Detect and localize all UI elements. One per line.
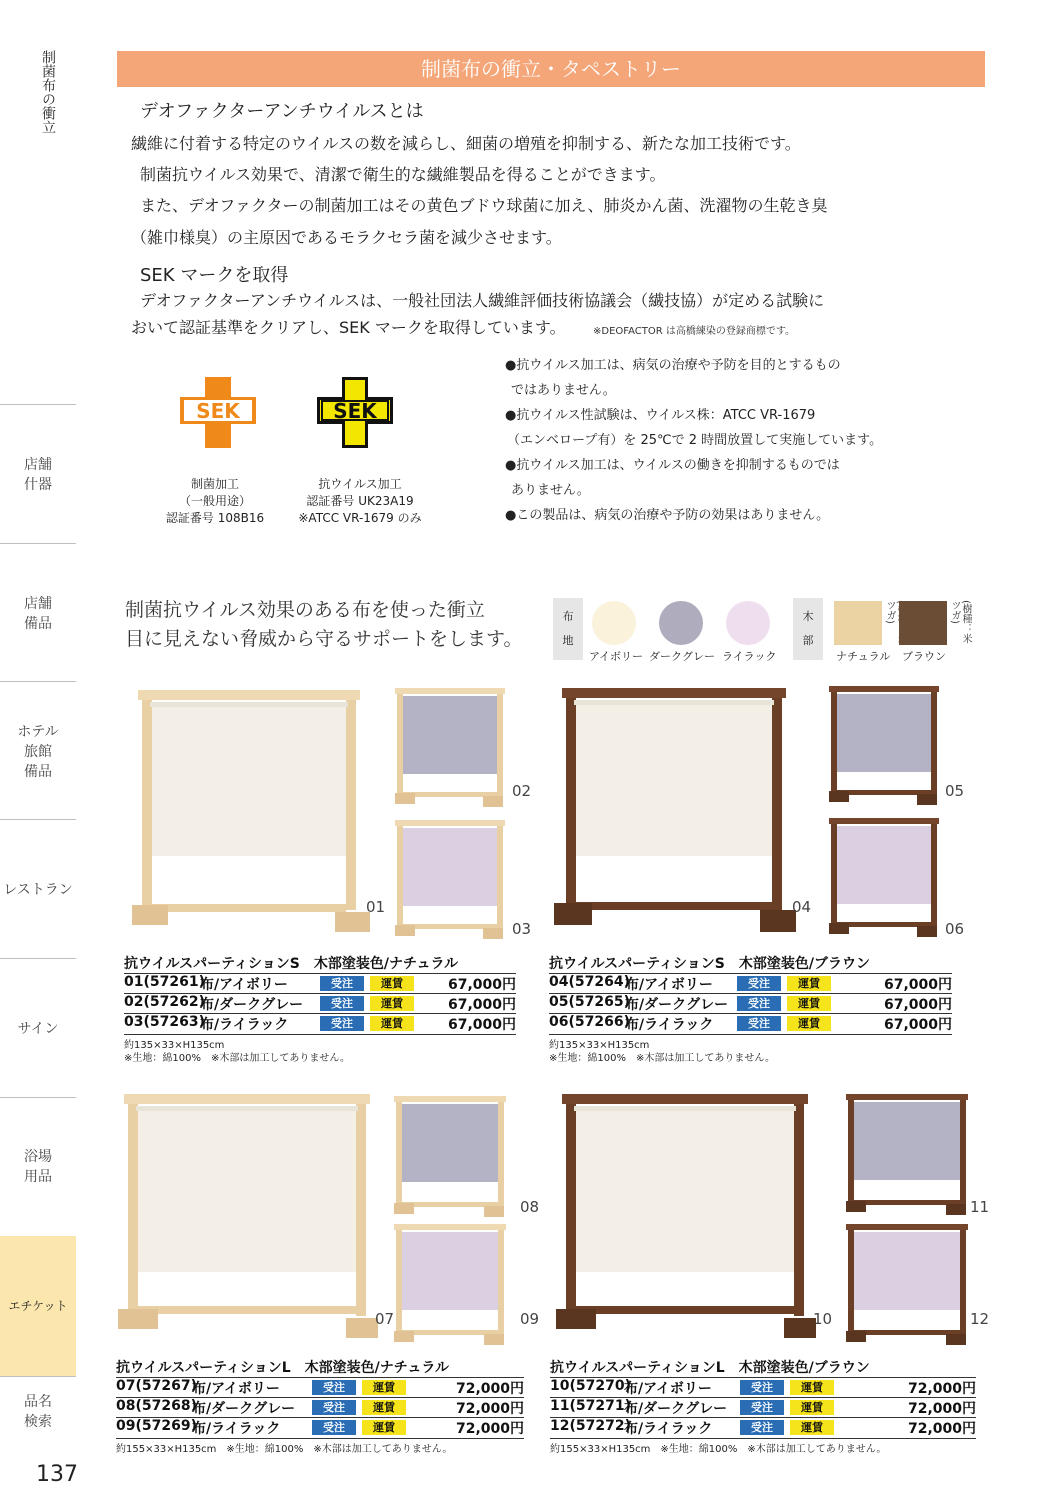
shipping-badge: 運賃 [370, 996, 414, 1011]
figure-label: 06 [945, 920, 965, 938]
figure-label: 07 [375, 1310, 395, 1328]
swatch-brown [899, 601, 947, 645]
disclaimer-list: ●抗ウイルス加工は、病気の治療や予防を目的とするもの ではありません。 ●抗ウイルス性試験は、ウイルス株：ATCC VR-1679 （エンベロープ有）を 25℃で 2 時間放置して実施しています。 ●抗ウイルス加工は、ウイルスの働きを抑制するものでは ありません。 ●この製品は、病気の治療や予防の効果はありません。 [505, 358, 883, 523]
swatch-label: ブラウン [902, 650, 946, 663]
price-table-l-natural [116, 1357, 524, 1457]
table-row: 10(57270) 布/アイボリー 受注 運賃 72,000円 [550, 1378, 976, 1397]
side-item-hotel[interactable]: ホテル 旅館 備品 [17, 724, 59, 780]
order-badge: 受注 [320, 976, 364, 991]
table-row: 01(57261) 布/アイボリー 受注 運賃 67,000円 [124, 974, 516, 993]
order-badge: 受注 [740, 1380, 784, 1395]
shipping-badge: 運賃 [787, 1016, 831, 1031]
side-divider [0, 819, 76, 820]
swatch-dark-gray [659, 601, 703, 645]
order-badge: 受注 [737, 976, 781, 991]
svg-text:SEK: SEK [196, 399, 240, 423]
side-section-label: 制菌布の衝立 [40, 50, 56, 134]
partition-l-brown-ivory [554, 1094, 816, 1346]
table-row: 12(57272) 布/ライラック 受注 運賃 72,000円 [550, 1418, 976, 1437]
shipping-badge: 運賃 [370, 976, 414, 991]
shipping-badge: 運賃 [787, 976, 831, 991]
product-subtitle: 制菌抗ウイルス効果のある布を使った衝立 目に見えない脅威から守るサポートをします。 [125, 599, 523, 650]
fabric-label-box: 布 地 [553, 598, 583, 660]
size-note: 約135×33×H135cm [549, 1040, 650, 1051]
table-row: 03(57263) 布/ライラック 受注 運賃 67,000円 [124, 1014, 516, 1033]
side-item-store-supplies[interactable]: 店舗 備品 [24, 596, 52, 632]
sek-yellow-mark-icon [315, 375, 395, 450]
trademark-note: ※DEOFACTOR は高橋練染の登録商標です。 [593, 326, 796, 337]
figure-label: 09 [520, 1310, 540, 1328]
order-badge: 受注 [737, 996, 781, 1011]
material-note: ※生地：綿100% ※木部は加工してありません。 [124, 1053, 350, 1064]
sek-line: おいて認証基準をクリアし、SEK マークを取得しています。 [131, 318, 566, 337]
side-divider [0, 1376, 76, 1377]
figure-label: 01 [366, 898, 386, 916]
partition-s-brown-gray [829, 686, 939, 808]
price-table-s-natural [124, 953, 516, 1063]
partition-s-natural-lilac [395, 820, 505, 942]
shipping-badge: 運賃 [790, 1420, 834, 1435]
page-title: 制菌布の衝立・タペストリー [117, 51, 985, 87]
wood-label-box: 木 部 [793, 598, 823, 660]
side-divider [0, 681, 76, 682]
figure-label: 10 [813, 1310, 833, 1328]
sek-orange-caption: 制菌加工 （一般用途） 認証番号 108B16 [165, 477, 265, 525]
order-badge: 受注 [740, 1420, 784, 1435]
table-title: 抗ウイルスパーティションS 木部塗装色/ナチュラル [124, 956, 459, 972]
sek-orange-mark-icon [178, 375, 258, 450]
price-table-s-brown [549, 953, 952, 1063]
size-material-note: 約155×33×H135cm ※生地：綿100% ※木部は加工してありません。 [116, 1444, 453, 1455]
size-material-note: 約155×33×H135cm ※生地：綿100% ※木部は加工してありません。 [550, 1444, 887, 1455]
partition-s-brown-ivory [552, 688, 797, 942]
figure-label: 08 [520, 1198, 540, 1216]
table-title: 抗ウイルスパーティションL 木部塗装色/ナチュラル [116, 1360, 449, 1376]
side-item-search[interactable]: 品名 検索 [24, 1394, 52, 1430]
intro-heading: デオファクターアンチウイルスとは [140, 101, 424, 122]
table-row: 07(57267) 布/アイボリー 受注 運賃 72,000円 [116, 1378, 524, 1397]
side-divider [0, 1097, 76, 1098]
intro-line: また、デオファクターの制菌加工はその黄色ブドウ球菌に加え、肺炎かん菌、洗濯物の生乾き臭 [140, 196, 828, 215]
svg-text:SEK: SEK [333, 399, 377, 423]
sek-heading: SEK マークを取得 [140, 265, 289, 286]
side-divider [0, 958, 76, 959]
figure-label: 11 [970, 1198, 990, 1216]
swatch-label: ダークグレー [649, 650, 715, 663]
swatch-label: ナチュラル [836, 650, 891, 663]
figure-label: 12 [970, 1310, 990, 1328]
partition-s-brown-lilac [829, 818, 939, 940]
swatch-label: アイボリー [589, 650, 644, 663]
side-item-restaurant[interactable]: レストラン [3, 882, 73, 898]
size-note: 約135×33×H135cm [124, 1040, 225, 1051]
shipping-badge: 運賃 [787, 996, 831, 1011]
figure-label: 05 [945, 782, 965, 800]
intro-line: （雑巾様臭）の主原因であるモラクセラ菌を減少させます。 [131, 228, 562, 247]
order-badge: 受注 [737, 1016, 781, 1031]
table-row: 02(57262) 布/ダークグレー 受注 運賃 67,000円 [124, 994, 516, 1013]
order-badge: 受注 [312, 1400, 356, 1415]
table-row: 09(57269) 布/ライラック 受注 運賃 72,000円 [116, 1418, 524, 1437]
sek-yellow-caption: 抗ウイルス加工 認証番号 UK23A19 ※ATCC VR-1679 のみ [298, 477, 422, 525]
shipping-badge: 運賃 [790, 1400, 834, 1415]
side-item-store-fixtures[interactable]: 店舗 什器 [24, 457, 52, 493]
figure-label: 03 [512, 920, 532, 938]
intro-line: 繊維に付着する特定のウイルスの数を減らし、細菌の増殖を抑制する、新たな加工技術です。 [131, 134, 801, 153]
price-table-l-brown [550, 1357, 976, 1457]
material-note: ※生地：綿100% ※木部は加工してありません。 [549, 1053, 775, 1064]
order-badge: 受注 [312, 1380, 356, 1395]
partition-l-brown-gray [846, 1094, 970, 1218]
partition-s-natural-gray [395, 688, 505, 810]
table-row: 06(57266) 布/ライラック 受注 運賃 67,000円 [549, 1014, 952, 1033]
table-row: 04(57264) 布/アイボリー 受注 運賃 67,000円 [549, 974, 952, 993]
table-row: 05(57265) 布/ダークグレー 受注 運賃 67,000円 [549, 994, 952, 1013]
order-badge: 受注 [320, 996, 364, 1011]
wood-species-note: ツガ) [884, 600, 895, 624]
partition-l-brown-lilac [846, 1224, 970, 1348]
side-item-sign[interactable]: サイン [17, 1021, 59, 1037]
page-number: 137 [36, 1462, 78, 1487]
wood-species-note: (樹種：米ツガ) [949, 600, 971, 644]
side-divider [0, 404, 76, 405]
order-badge: 受注 [312, 1420, 356, 1435]
swatch-natural [834, 601, 882, 645]
shipping-badge: 運賃 [362, 1380, 406, 1395]
figure-label: 04 [792, 898, 812, 916]
table-title: 抗ウイルスパーティションL 木部塗装色/ブラウン [550, 1360, 870, 1376]
table-title: 抗ウイルスパーティションS 木部塗装色/ブラウン [549, 956, 870, 972]
order-badge: 受注 [740, 1400, 784, 1415]
partition-l-natural-lilac [394, 1224, 506, 1348]
sek-line: デオファクターアンチウイルスは、一般社団法人繊維評価技術協議会（繊技協）が定める試験に [140, 291, 825, 310]
intro-line: 制菌抗ウイルス効果で、清潔で衛生的な繊維製品を得ることができます。 [140, 165, 666, 184]
swatch-label: ライラック [722, 650, 777, 663]
side-item-bath[interactable]: 浴場 用品 [24, 1149, 52, 1185]
order-badge: 受注 [320, 1016, 364, 1031]
partition-s-natural-ivory [130, 690, 370, 942]
side-item-etiquette[interactable]: エチケット [8, 1299, 68, 1313]
table-row: 08(57268) 布/ダークグレー 受注 運賃 72,000円 [116, 1398, 524, 1417]
partition-l-natural-ivory [116, 1094, 378, 1346]
side-divider [0, 543, 76, 544]
shipping-badge: 運賃 [362, 1420, 406, 1435]
swatch-ivory [592, 601, 636, 645]
swatch-lilac [726, 601, 770, 645]
partition-l-natural-gray [394, 1096, 506, 1220]
figure-label: 02 [512, 782, 532, 800]
table-row: 11(57271) 布/ダークグレー 受注 運賃 72,000円 [550, 1398, 976, 1417]
shipping-badge: 運賃 [370, 1016, 414, 1031]
shipping-badge: 運賃 [362, 1400, 406, 1415]
shipping-badge: 運賃 [790, 1380, 834, 1395]
